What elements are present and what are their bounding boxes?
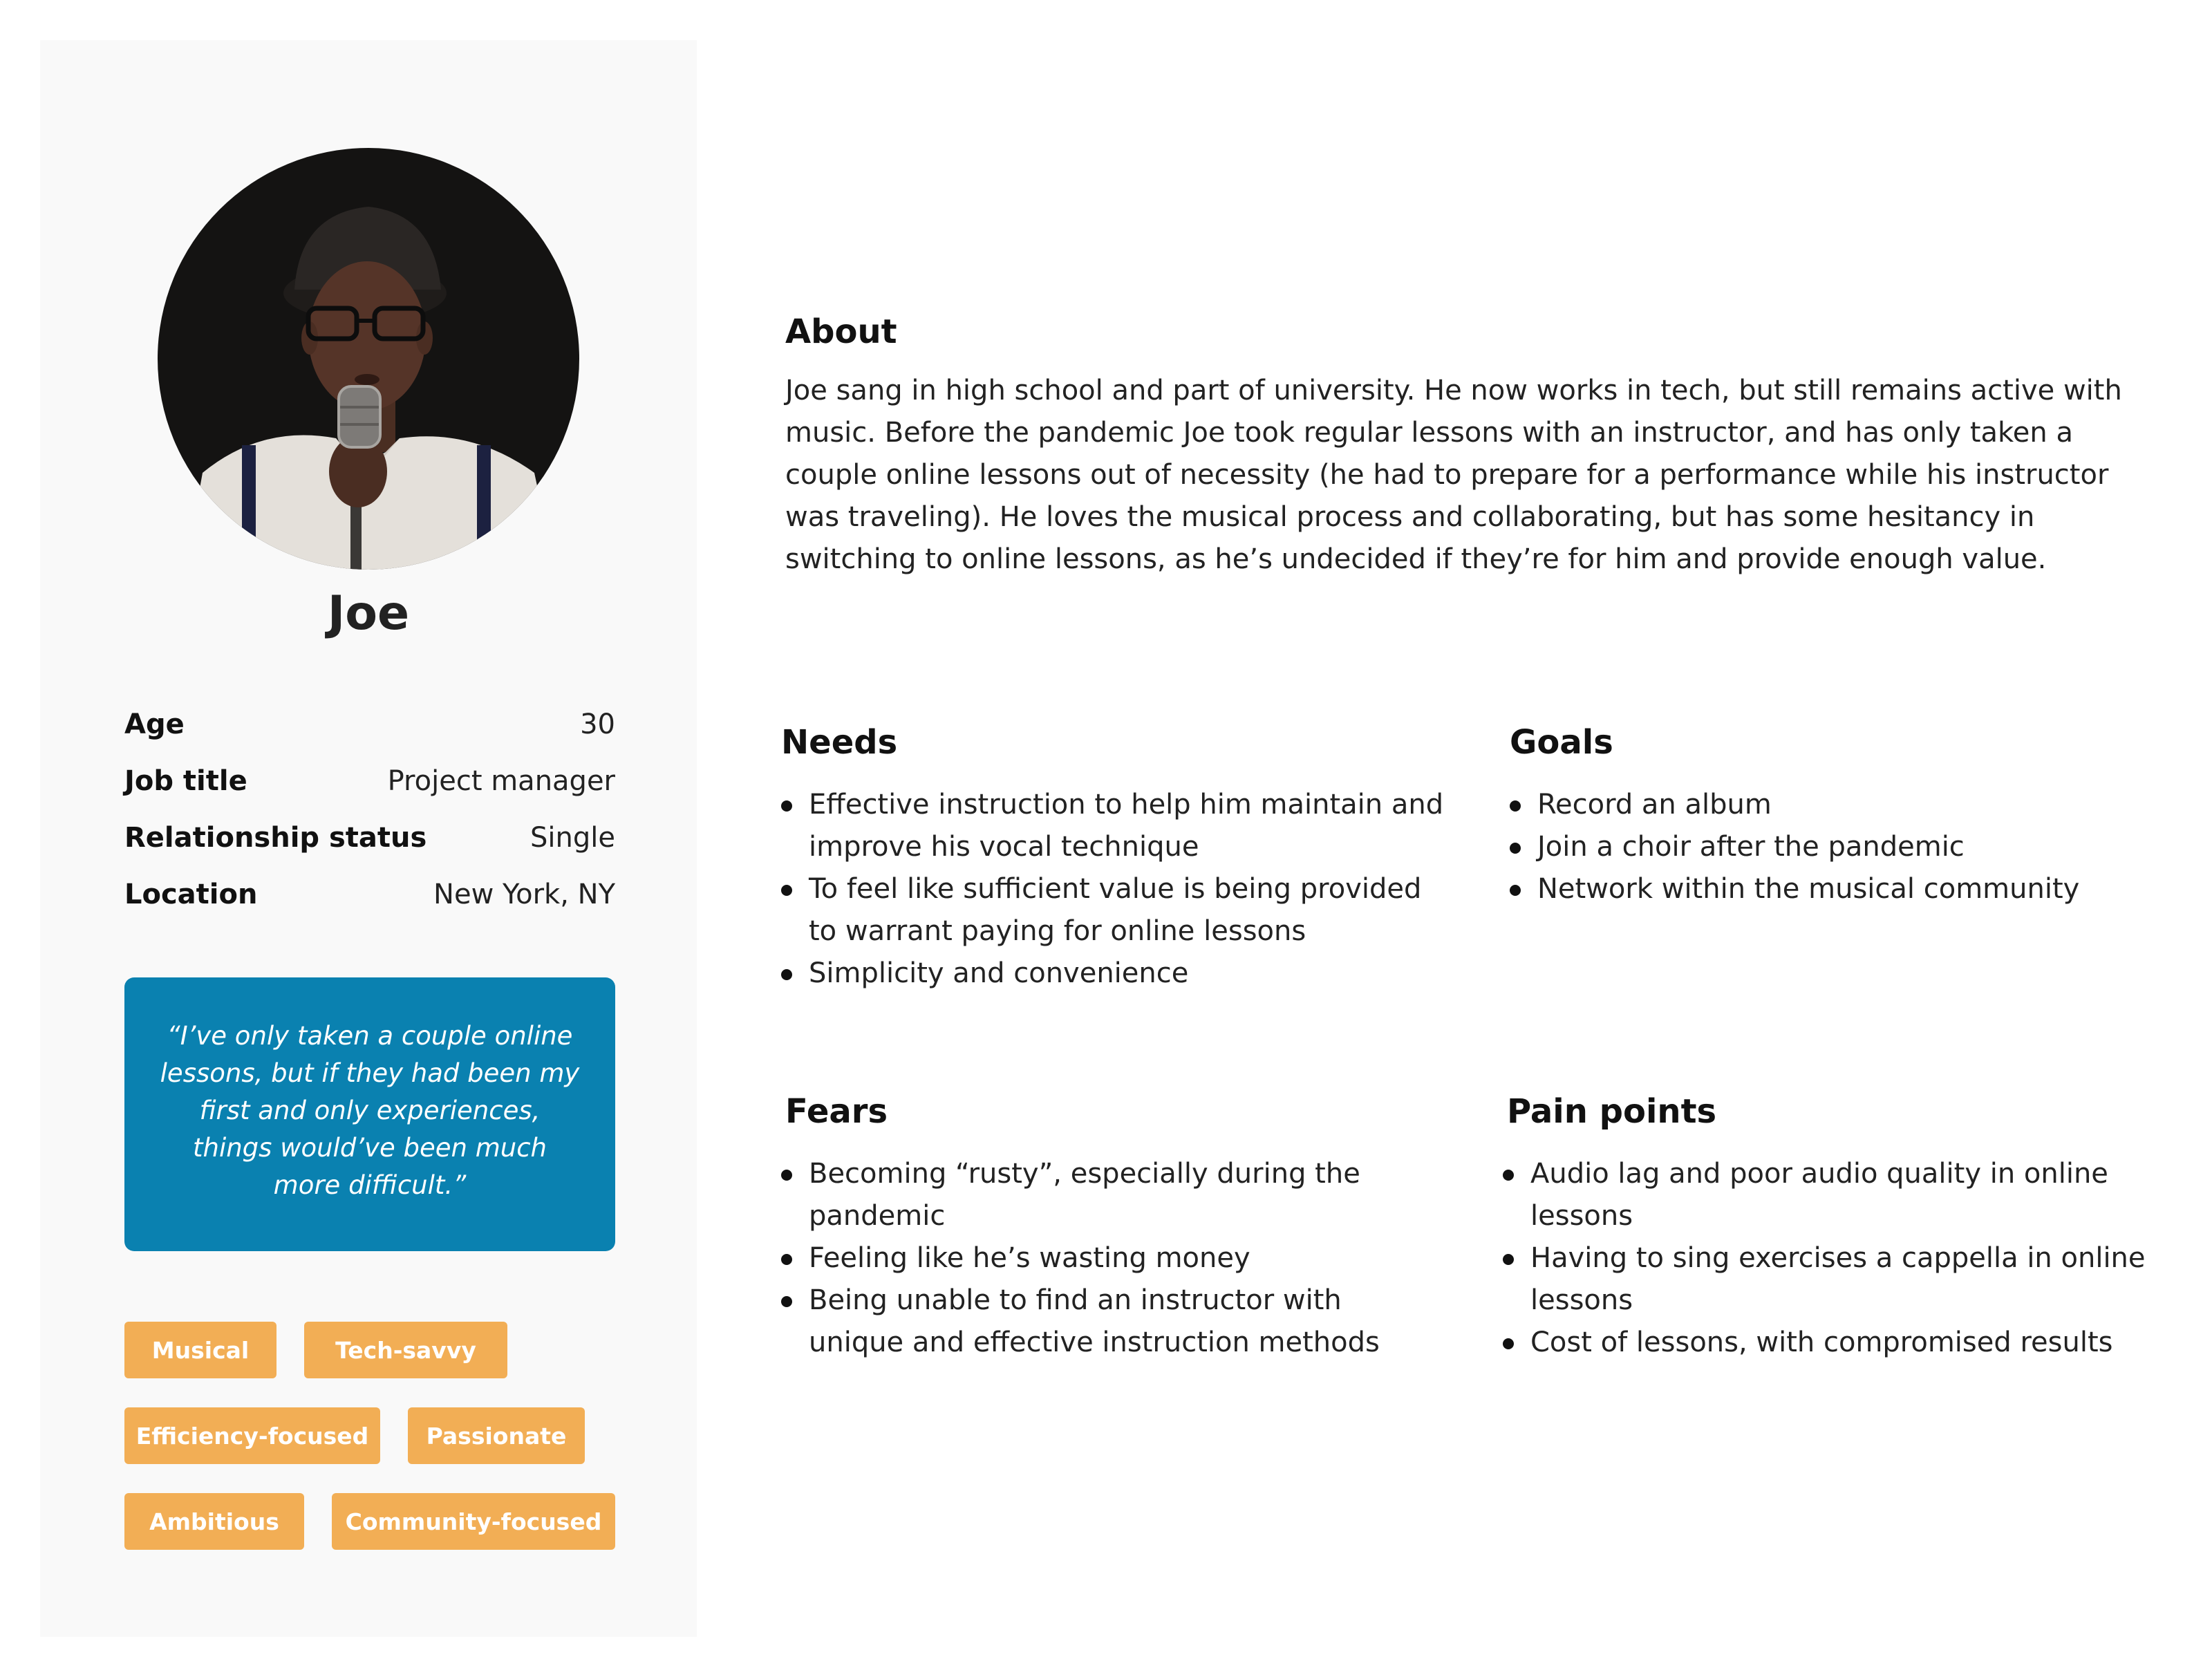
fears-title: Fears [785,1092,888,1131]
list-item: Feeling like he’s wasting money [781,1237,1445,1280]
list-item: Network within the musical community [1510,868,2173,910]
list-item: Having to sing exercises a cappella in online lessons [1503,1237,2166,1322]
list-item: Effective instruction to help him maintain and improve his vocal technique [781,784,1445,868]
tag-community-focused: Community-focused [332,1493,615,1550]
list-item: Join a choir after the pandemic [1510,826,2173,868]
tag-musical: Musical [124,1322,276,1378]
list-item: Being unable to find an instructor with unique and effective instruction methods [781,1280,1445,1364]
detail-row-location [124,874,615,915]
list-item: Cost of lessons, with compromised results [1503,1322,2166,1364]
detail-value: Project manager [387,765,615,797]
detail-label: Relationship status [124,822,427,854]
list-item: Simplicity and convenience [781,953,1445,995]
tag-tech-savvy: Tech-savvy [304,1322,507,1378]
detail-row-relationship-status [124,817,615,859]
detail-label: Job title [124,765,247,797]
detail-value: Single [530,822,615,854]
list-item: Record an album [1510,784,2173,826]
pain-points-list [1503,1153,2166,1364]
detail-label: Age [124,709,185,740]
persona-sidebar [40,40,697,1637]
persona-quote: “I’ve only taken a couple online lessons, but if they had been my first and only experiences, things would’ve been much more difficult.” [124,977,615,1251]
fears-list [781,1153,1445,1364]
persona-name: Joe [327,586,410,641]
tag-efficiency-focused: Efficiency-focused [124,1407,380,1464]
goals-title: Goals [1510,723,1613,762]
list-item: To feel like sufficient value is being provided to warrant paying for online lessons [781,868,1445,953]
list-item: Becoming “rusty”, especially during the pandemic [781,1153,1445,1237]
list-item: Audio lag and poor audio quality in online lessons [1503,1153,2166,1237]
detail-value: 30 [580,709,615,740]
detail-value: New York, NY [433,879,615,910]
goals-list [1510,784,2173,910]
needs-list [781,784,1445,995]
detail-row-age [124,704,615,745]
tag-passionate: Passionate [408,1407,585,1464]
detail-label: Location [124,879,258,910]
about-text: Joe sang in high school and part of university. He now works in tech, but still remains active with music. Before the pandemic Joe took regular lessons with an instructor, and has only taken a couple online lessons out of necessity (he had to prepare for a performance while his instructor was traveling). He loves the musical process and collaborating, but has some hesitancy in switching to online lessons, as he’s undecided if they’re for him and provide enough value. [785,375,2122,575]
needs-title: Needs [781,723,898,762]
avatar [158,148,579,570]
tag-ambitious: Ambitious [124,1493,304,1550]
about-title: About [785,312,897,351]
pain-points-title: Pain points [1507,1092,1717,1131]
singer-photo [158,148,579,570]
detail-row-job-title [124,760,615,802]
